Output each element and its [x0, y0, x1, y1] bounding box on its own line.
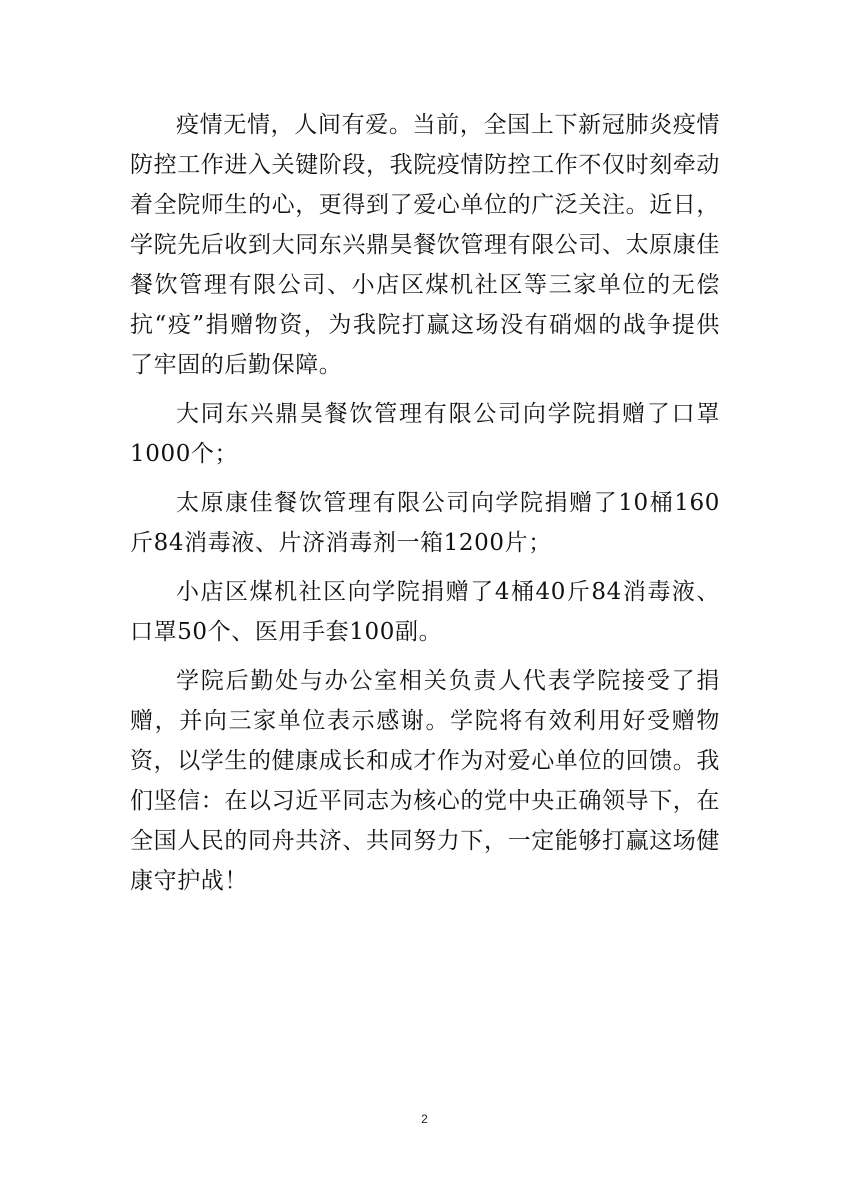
page-number: 2	[421, 1112, 428, 1126]
paragraph-conclusion: 学院后勤处与办公室相关负责人代表学院接受了捐赠，并向三家单位表示感谢。学院将有效利用好受赠物资，以学生的健康成长和成才作为对爱心单位的回馈。我们坚信：在以习近平同志为核心的党中央正确领导下，在全国人民的同舟共济、共同努力下，一定能够打赢这场健康守护战！	[130, 668, 720, 894]
paragraph-intro: 疫情无情，人间有爱。当前，全国上下新冠肺炎疫情防控工作进入关键阶段，我院疫情防控工作不仅时刻牵动着全院师生的心，更得到了爱心单位的广泛关注。近日，学院先后收到大同东兴鼎昊餐饮管理有限公司、太原康佳餐饮管理有限公司、小店区煤机社区等三家单位的无偿抗“疫”捐赠物资，为我院打赢这场没有硝烟的战争提供了牢固的后勤保障。	[130, 112, 720, 378]
paragraph-donation-datong: 大同东兴鼎昊餐饮管理有限公司向学院捐赠了口罩1000个；	[130, 401, 720, 467]
paragraph-donation-xiaodian: 小店区煤机社区向学院捐赠了4桶40斤84消毒液、口罩50个、医用手套100副。	[130, 579, 720, 645]
document-body	[130, 105, 720, 910]
paragraph-donation-taiyuan: 太原康佳餐饮管理有限公司向学院捐赠了10桶160斤84消毒液、片济消毒剂一箱1200片；	[130, 490, 720, 556]
